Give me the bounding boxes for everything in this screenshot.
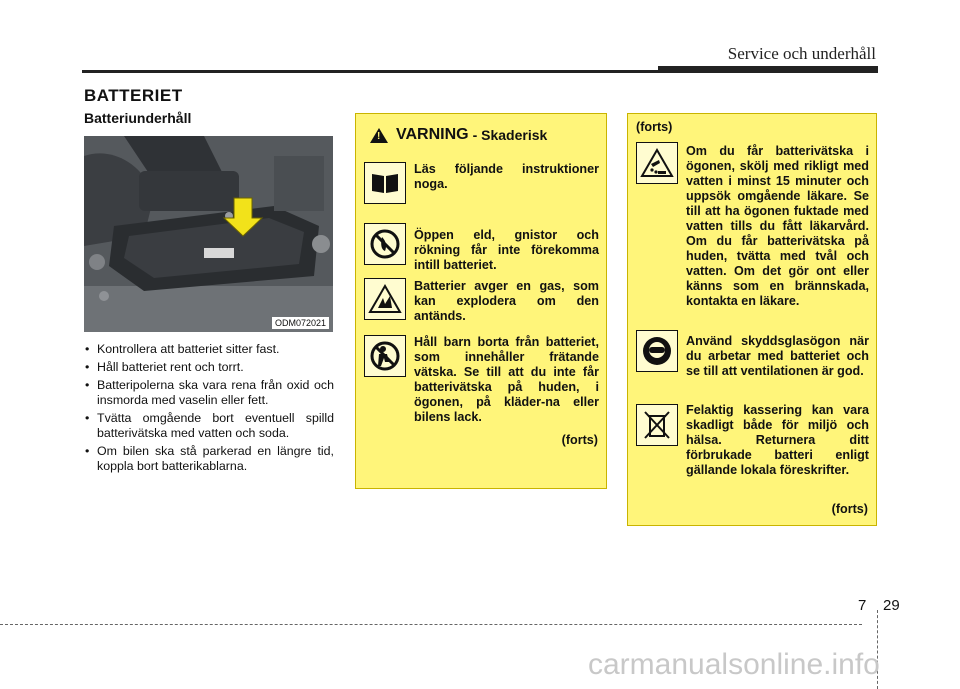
photo-code: ODM072021 (272, 317, 329, 329)
warning-text-explosion: Batterier avger en gas, som kan explodera om den antänds. (414, 279, 599, 323)
warning-text-disposal: Felaktig kassering kan vara skadligt både för miljö och hälsa. Returnera ditt förbrukade batteri enligt gällande lokala föreskrifter. (686, 403, 869, 477)
warning-triangle-icon (370, 128, 388, 143)
goggles-icon (636, 330, 678, 372)
battery-photo (84, 136, 333, 332)
section-subtitle: Batteriunderhåll (84, 110, 192, 126)
recycle-bin-icon (636, 404, 678, 446)
maintenance-list (84, 342, 334, 477)
chapter-number: 7 (858, 597, 867, 614)
list-item: • Batteripolerna ska vara rena från oxid och insmorda med vaselin eller fett. (84, 378, 334, 408)
book-icon (364, 162, 406, 204)
warning-text-children: Håll barn borta från batteriet, som innehåller frätande vätska. Se till att du inte får batterivätska på huden, i ögonen, på kläder-na eller bilens lack. (414, 335, 599, 424)
continued-label-bottom: (forts) (831, 502, 868, 516)
warning-title: VARNING (396, 126, 469, 143)
header-rule-accent (658, 66, 878, 72)
list-item: • Tvätta omgående bort eventuell spilld batterivätska med vatten och soda. (84, 411, 334, 441)
page-number: 29 (883, 597, 900, 614)
watermark: carmanualsonline.info (588, 648, 880, 681)
warning-text-acid: Om du får batterivätska i ögonen, skölj med rikligt med vatten i minst 15 minuter och uppsök omgående läkare. Se till att ha ögonen fuktade med vatten tills du fått läkarvård. Om du får batterivätska på huden, tvätta med tvål och vatten. Om det gör ont eller känns som en brännskada, kontakta en läkare. (686, 144, 869, 308)
explosion-icon (364, 278, 406, 320)
warning-text-read: Läs följande instruktioner noga. (414, 162, 599, 191)
acid-icon (636, 142, 678, 184)
section-title: BATTERIET (84, 86, 183, 105)
no-fire-icon (364, 223, 406, 265)
warning-box (355, 113, 607, 489)
warning-subtitle: - Skaderisk (472, 127, 548, 143)
warning-text-goggles: Använd skyddsglasögon när du arbetar med batteriet och se till att ventilationen är god. (686, 334, 869, 378)
continued-label: (forts) (561, 433, 598, 447)
warning-box-continued (627, 113, 877, 526)
continued-label-top: (forts) (636, 120, 673, 134)
list-item: • Om bilen ska stå parkerad en längre tid, koppla bort batterikablarna. (84, 444, 334, 474)
warning-header (370, 126, 547, 144)
warning-text-fire: Öppen eld, gnistor och rökning får inte förekomma intill batteriet. (414, 228, 599, 272)
list-item: • Håll batteriet rent och torrt. (84, 360, 334, 375)
keep-children-away-icon (364, 335, 406, 377)
list-item: • Kontrollera att batteriet sitter fast. (84, 342, 334, 357)
engine-bay-illustration (84, 136, 333, 332)
footer-rule (0, 624, 862, 625)
header-title: Service och underhåll (727, 44, 876, 63)
